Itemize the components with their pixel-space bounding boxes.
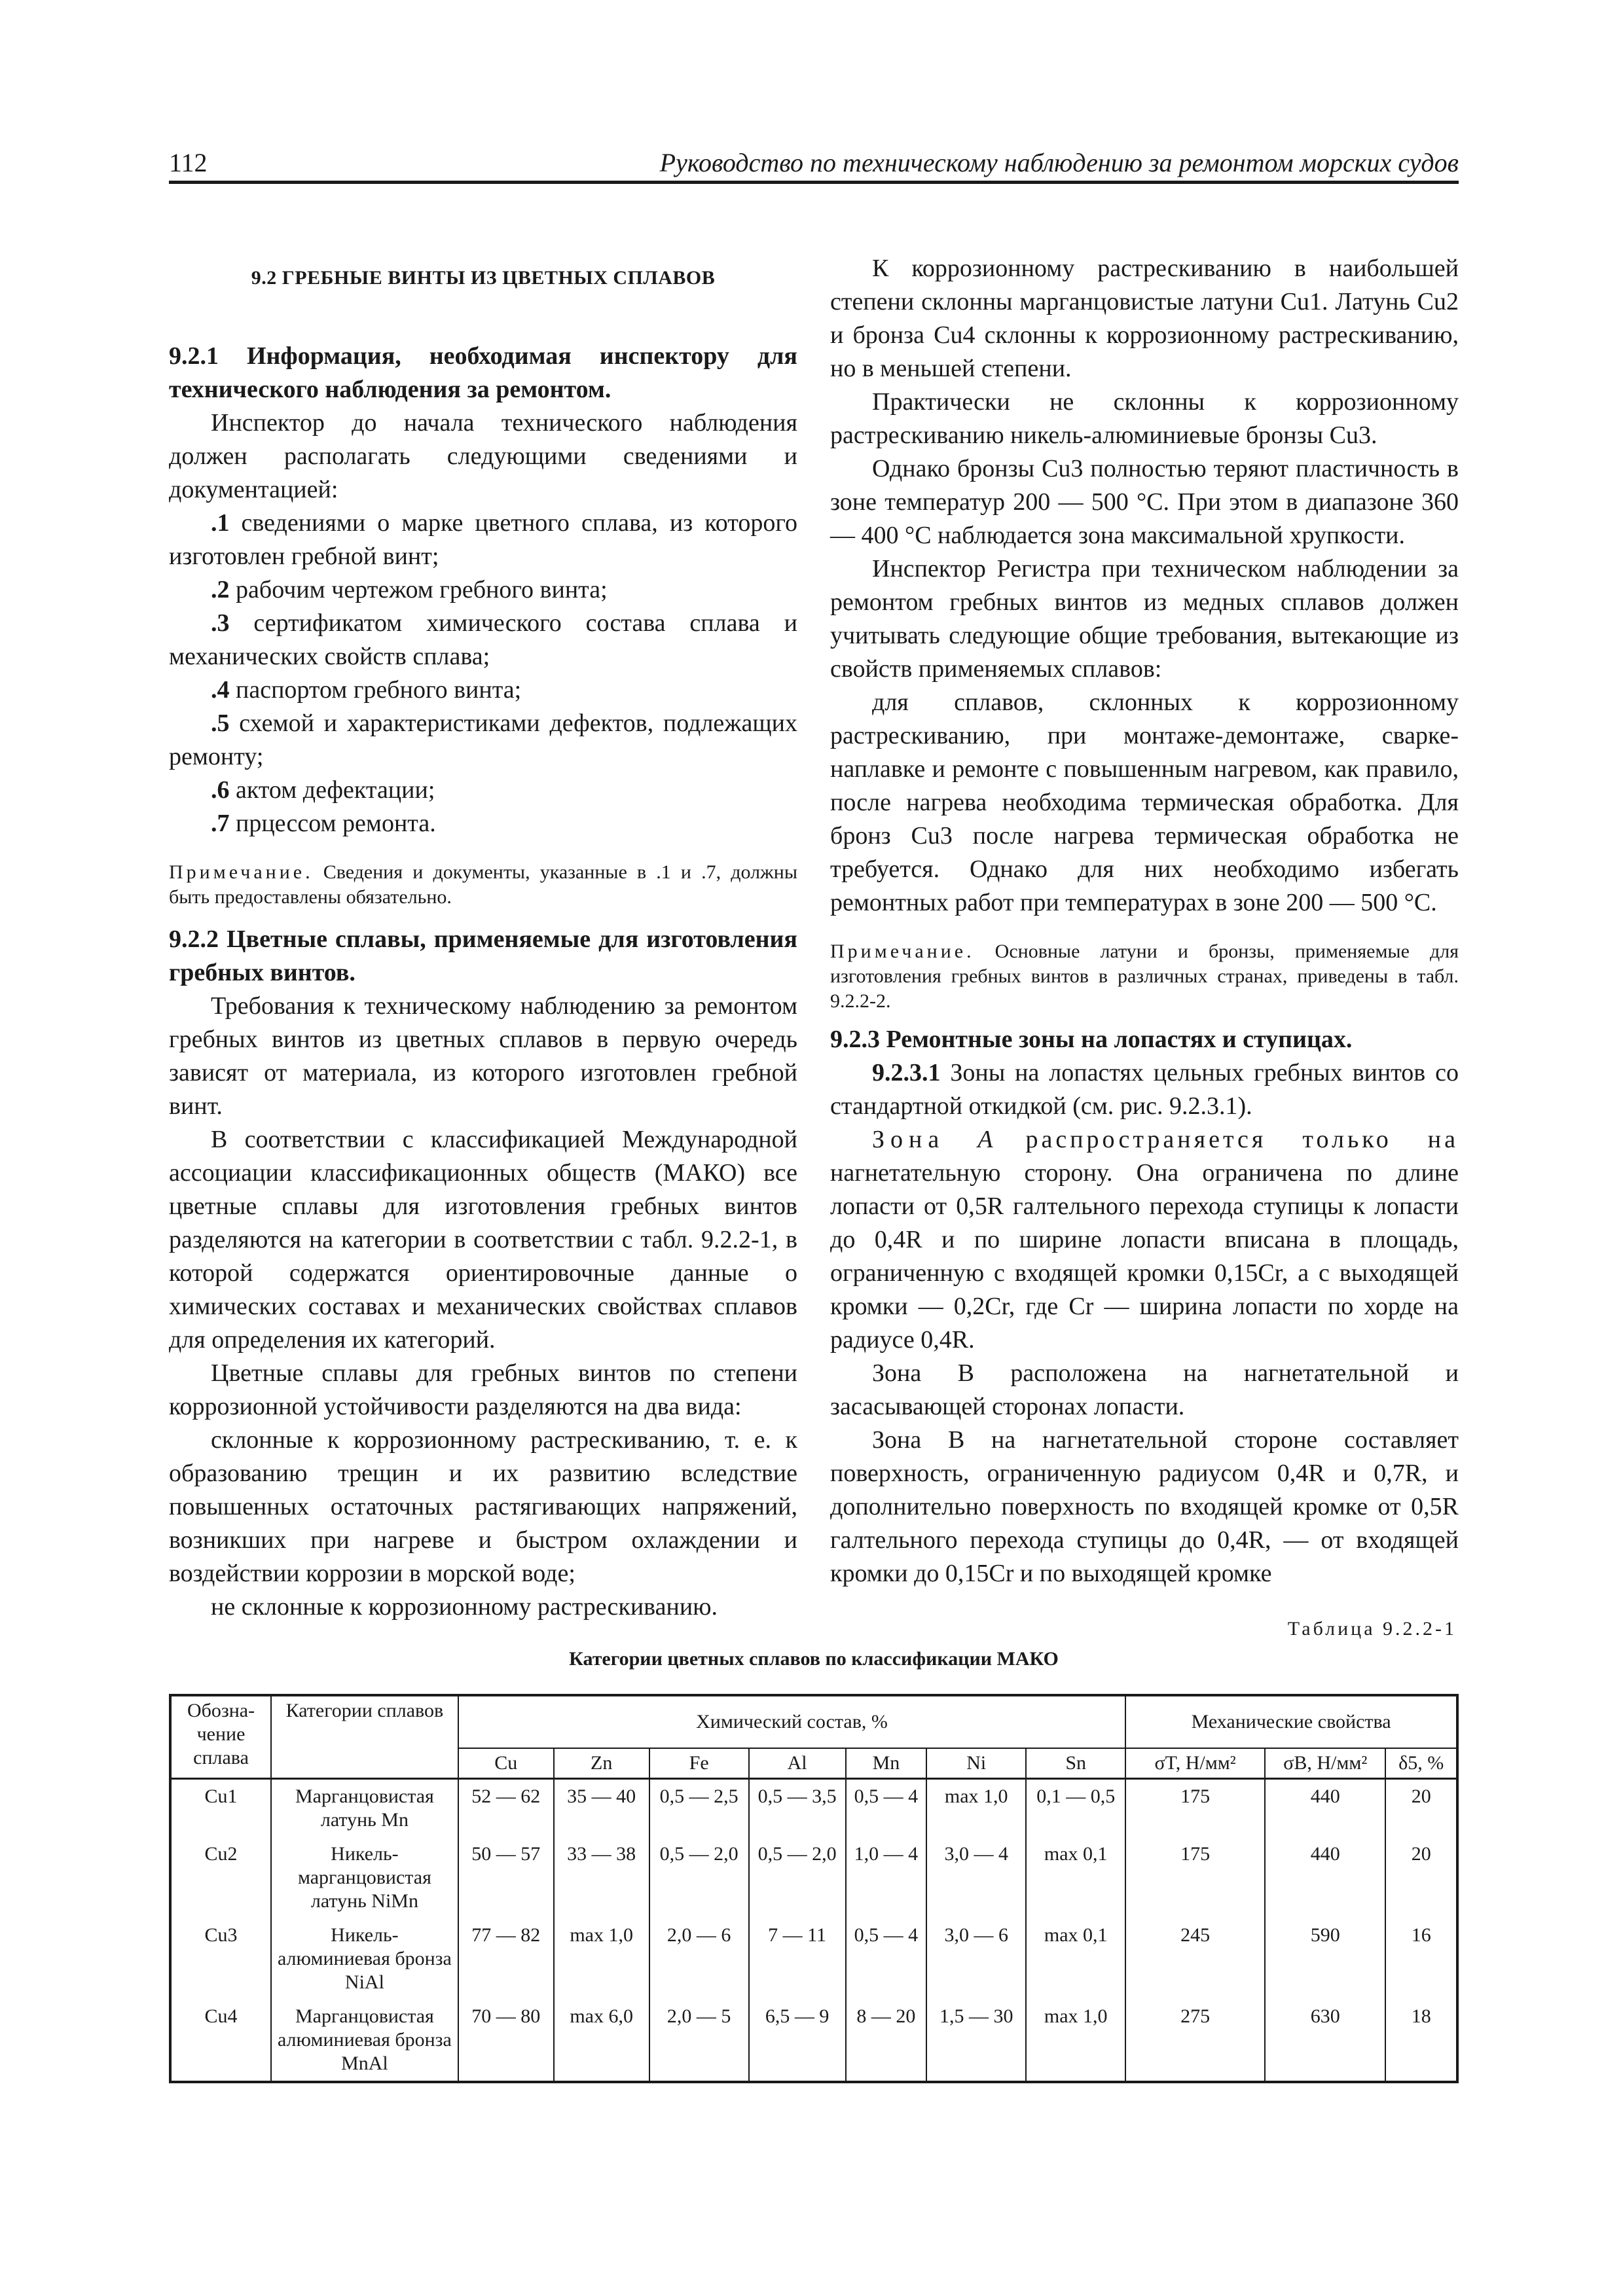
paragraph: не склонные к коррозионному растрескиванию. (211, 1593, 718, 1621)
cell-sigma-t: 275 (1125, 2000, 1265, 2082)
header-chem-col: Ni (926, 1748, 1026, 1779)
cell-mn: 0,5 — 4 (846, 1918, 927, 2000)
cell-fe: 2,0 — 6 (649, 1918, 749, 2000)
cell-sigma-b: 630 (1265, 2000, 1385, 2082)
cell-al: 7 — 11 (749, 1918, 846, 2000)
list-item: .5 схемой и характеристиками дефектов, подлежащих ремонту; (169, 709, 797, 770)
cell-code: Cu4 (170, 2000, 271, 2082)
paragraph-zone-a: Зона A распространяется только на нагнетательную сторону. Она ограничена по длине лопасти от 0,5R галтельного перехода ступицы к лопасти до 0,4R и по ширине лопасти вписана в площадь, ограниченную с входящей кромки 0,15Cr, а с выходящей кромки — 0,2Cr, где Cr — ширина лопасти по хорде на радиусе 0,4R. (830, 1126, 1459, 1354)
running-header (169, 143, 1459, 184)
list-item: .7 прцессом ремонта. (211, 810, 436, 837)
list-item: .1 сведениями о марке цветного сплава, из которого изготовлен гребной винт; (169, 509, 797, 570)
cell-mn: 8 — 20 (846, 2000, 927, 2082)
cell-ni: 3,0 — 6 (926, 1918, 1026, 2000)
header-chem-col: Sn (1026, 1748, 1125, 1779)
cell-delta: 16 (1385, 1918, 1457, 2000)
cell-fe: 2,0 — 5 (649, 2000, 749, 2082)
list-item: .6 актом дефектации; (211, 776, 435, 804)
cell-category: Марганцовистая латунь Mn (271, 1779, 458, 1838)
cell-zn: max 1,0 (554, 1918, 649, 2000)
header-mech-col: σT, Н/мм² (1125, 1748, 1265, 1779)
paragraph-9231: 9.2.3.1 Зоны на лопастях цельных гребных винтов со стандартной откидкой (см. рис. 9.2.3.1). (830, 1059, 1459, 1120)
paragraph: Практически не склонны к коррозионному растрескиванию никель-алюминиевые бронзы Cu3. (830, 388, 1459, 449)
cell-sigma-t: 175 (1125, 1837, 1265, 1918)
right-column (830, 252, 1459, 1590)
cell-sn: 0,1 — 0,5 (1026, 1779, 1125, 1838)
cell-fe: 0,5 — 2,0 (649, 1837, 749, 1918)
header-designation: Обозна-чение сплава (170, 1695, 271, 1779)
cell-category: Марганцовистая алюминиевая бронза MnAl (271, 2000, 458, 2082)
paragraph: для сплавов, склонных к коррозионному растрескиванию, при монтаже-демонтаже, сварке-наплавке и ремонте с повышенным нагревом, как правило, после нагрева необходима термическая обработка. Для бронз Cu3 после нагрева термическая обработка не требуется. Однако для них необходимо избегать ремонтных работ при температурах в зоне 200 — 500 °С. (830, 689, 1459, 916)
cell-sigma-b: 440 (1265, 1779, 1385, 1838)
cell-sigma-b: 590 (1265, 1918, 1385, 2000)
cell-fe: 0,5 — 2,5 (649, 1779, 749, 1838)
cell-al: 0,5 — 3,5 (749, 1779, 846, 1838)
table-row (170, 2000, 1457, 2082)
cell-zn: 33 — 38 (554, 1837, 649, 1918)
cell-ni: 3,0 — 4 (926, 1837, 1026, 1918)
cell-category: Никель-алюминиевая бронза NiAl (271, 1918, 458, 2000)
cell-sigma-t: 245 (1125, 1918, 1265, 2000)
table-title: Категории цветных сплавов по классификации МАКО (569, 1648, 1059, 1670)
page-number: 112 (169, 148, 208, 177)
header-chem-col: Cu (458, 1748, 554, 1779)
header-mech-col: σB, Н/мм² (1265, 1748, 1385, 1779)
section-heading: 9.2 ГРЕБНЫЕ ВИНТЫ ИЗ ЦВЕТНЫХ СПЛАВОВ (251, 267, 716, 289)
subsection-heading-923: 9.2.3 Ремонтные зоны на лопастях и ступицах. (830, 1026, 1353, 1053)
cell-delta: 20 (1385, 1837, 1457, 1918)
cell-category: Никель-марганцовистая латунь NiMn (271, 1837, 458, 1918)
paragraph: Зона B расположена на нагнетательной и засасывающей сторонах лопасти. (830, 1359, 1459, 1420)
list-item: .4 паспортом гребного винта; (211, 676, 522, 704)
alloy-categories-table (169, 1694, 1459, 2083)
header-chem-col: Zn (554, 1748, 649, 1779)
cell-cu: 70 — 80 (458, 2000, 554, 2082)
cell-code: Cu3 (170, 1918, 271, 2000)
header-chem-col: Mn (846, 1748, 927, 1779)
cell-mn: 0,5 — 4 (846, 1779, 927, 1838)
paragraph: Инспектор до начала технического наблюдения должен располагать следующими сведениями и документацией: (169, 409, 797, 503)
cell-cu: 50 — 57 (458, 1837, 554, 1918)
cell-zn: max 6,0 (554, 2000, 649, 2082)
paragraph: Инспектор Регистра при техническом наблюдении за ремонтом гребных винтов из медных сплавов должен учитывать следующие общие требования, вытекающие из свойств применяемых сплавов: (830, 555, 1459, 683)
header-mechanical: Механические свойства (1125, 1695, 1457, 1748)
header-chemical: Химический состав, % (458, 1695, 1125, 1748)
table-row (170, 1837, 1457, 1918)
list-item: .2 рабочим чертежом гребного винта; (211, 576, 608, 603)
cell-cu: 77 — 82 (458, 1918, 554, 2000)
note-2: Примечание. Основные латуни и бронзы, применяемые для изготовления гребных винтов в различных странах, приведены в табл. 9.2.2-2. (830, 941, 1459, 1012)
table-row (170, 1779, 1457, 1838)
cell-delta: 18 (1385, 2000, 1457, 2082)
cell-mn: 1,0 — 4 (846, 1837, 927, 1918)
cell-sigma-t: 175 (1125, 1779, 1265, 1838)
list-item: .3 сертификатом химического состава сплава и механических свойств сплава; (169, 609, 797, 670)
cell-ni: max 1,0 (926, 1779, 1026, 1838)
header-category: Категории сплавов (271, 1695, 458, 1779)
cell-code: Cu1 (170, 1779, 271, 1838)
paragraph: Зона B на нагнетательной стороне составляет поверхность, ограниченную радиусом 0,4R и 0,7R, и дополнительно поверхность по входящей кромке от 0,5R галтельного перехода ступицы до 0,4R, — от входящей кромки до 0,15Cr и по выходящей кромке (830, 1426, 1459, 1587)
cell-sn: max 0,1 (1026, 1837, 1125, 1918)
cell-cu: 52 — 62 (458, 1779, 554, 1838)
cell-sn: max 1,0 (1026, 2000, 1125, 2082)
paragraph: К коррозионному растрескиванию в наибольшей степени склонны марганцовистые латуни Cu1. Латунь Cu2 и бронза Cu4 склонны к коррозионному растрескиванию, но в меньшей степени. (830, 255, 1459, 382)
paragraph: Цветные сплавы для гребных винтов по степени коррозионной устойчивости разделяются на два вида: (169, 1359, 797, 1420)
cell-al: 6,5 — 9 (749, 2000, 846, 2082)
subsection-heading-922: 9.2.2 Цветные сплавы, применяемые для изготовления гребных винтов. (169, 925, 797, 986)
cell-code: Cu2 (170, 1837, 271, 1918)
table-label: Таблица 9.2.2-1 (1287, 1618, 1457, 1640)
paragraph: Однако бронзы Cu3 полностью теряют пластичность в зоне температур 200 — 500 °С. При этом в диапазоне 360 — 400 °С наблюдается зона максимальной хрупкости. (830, 455, 1459, 549)
cell-ni: 1,5 — 30 (926, 2000, 1026, 2082)
paragraph: Требования к техническому наблюдению за ремонтом гребных винтов из цветных сплавов в первую очередь зависят от материала, из которого изготовлен гребной винт. (169, 992, 797, 1120)
running-title: Руководство по техническому наблюдению за ремонтом морских судов (659, 148, 1459, 177)
paragraph: склонные к коррозионному растрескиванию, т. е. к образованию трещин и их развитию вследствие повышенных остаточных растягивающих напряжений, возникших при нагреве и быстром охлаждении и воздействии коррозии в морской воде; (169, 1426, 797, 1587)
cell-sigma-b: 440 (1265, 1837, 1385, 1918)
requirements-list (169, 507, 797, 840)
cell-sn: max 0,1 (1026, 1918, 1125, 2000)
note-1: Примечание. Сведения и документы, указанные в .1 и .7, должны быть предоставлены обязательно. (169, 861, 797, 908)
header-chem-col: Al (749, 1748, 846, 1779)
table-row (170, 1918, 1457, 2000)
left-column (169, 252, 797, 1624)
header-mech-col: δ5, % (1385, 1748, 1457, 1779)
paragraph: В соответствии с классификацией Международной ассоциации классификационных обществ (МАКО) все цветные сплавы для изготовления гребных винтов разделяются на категории в соответствии с табл. 9.2.2-1, в которой содержатся ориентировочные данные о химических составах и механических свойствах сплавов для определения их категорий. (169, 1126, 797, 1354)
cell-al: 0,5 — 2,0 (749, 1837, 846, 1918)
header-chem-col: Fe (649, 1748, 749, 1779)
cell-delta: 20 (1385, 1779, 1457, 1838)
subsection-heading-921: 9.2.1 Информация, необходимая инспектору для технического наблюдения за ремонтом. (169, 342, 797, 403)
cell-zn: 35 — 40 (554, 1779, 649, 1838)
table-body (170, 1779, 1457, 2083)
